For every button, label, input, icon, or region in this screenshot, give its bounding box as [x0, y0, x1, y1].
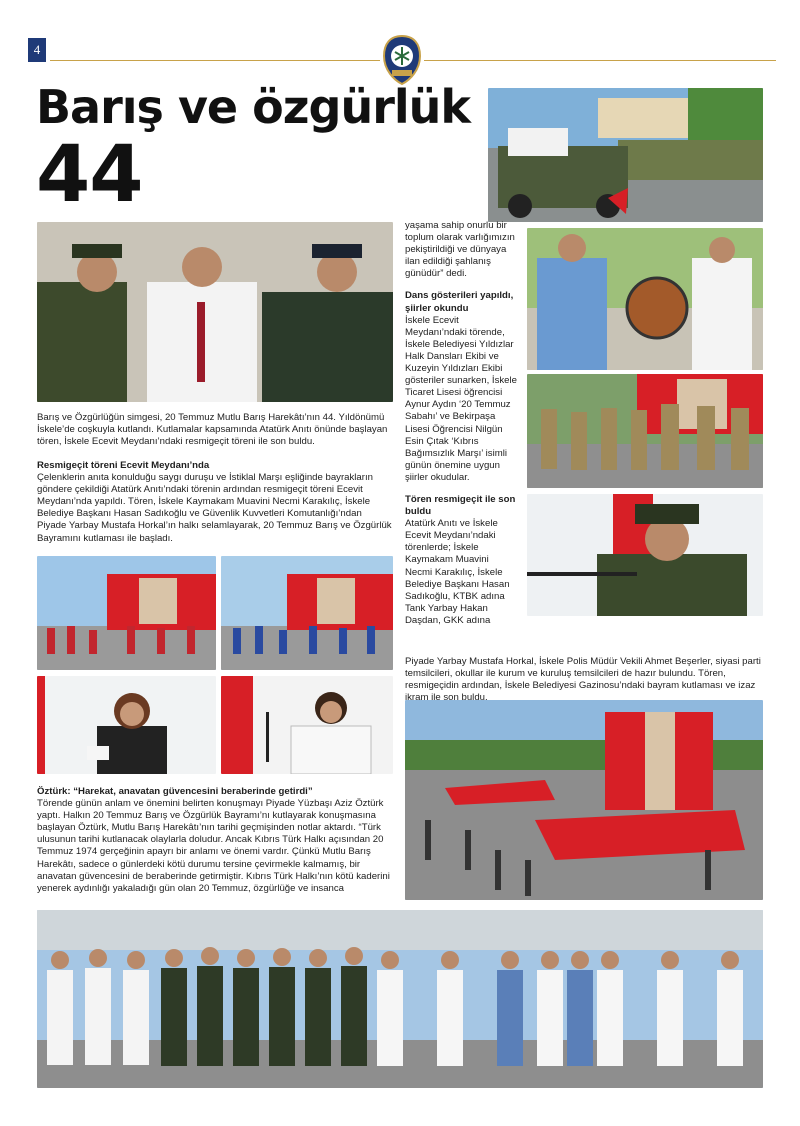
dance-heading: Dans gösterileri yapıldı, şiirler okundu — [405, 290, 514, 314]
photo-folk-dance-1 — [37, 556, 216, 670]
section-speech-text: Törende günün anlam ve önemini belirten konuşmayı Piyade Yüzbaşı Aziz Öztürk yaptı. Halkın 20 Temmuz Barış ve Özgürlük Bayramı’nı kutlayarak konuşmasına başlayan Öztürk, Mutlu Barış Harekâtı’nın tarihi geçmişinden notlar aktardı. “Türk ulusunun tarihi kutlanacak olaylarla doludur. Ancak Kıbrıs Türk Halkı açısından 20 Temmuz 1974 gerçeğinin apayrı bir anlamı ve önemi vardır. Çünkü Mutlu Barış Harekâtı, sadece o günlerdeki kötü durumu tersine çevirmekle kalmamış, bir anavatan güvencesini de beraberinde getirmiştir. Kıbrıs Türk Halkı’nın kötü kaderini yenerek aydınlığı yakaladığı gün olan 20 Temmuz, özgürlüğe ve insanca — [37, 798, 390, 894]
speech-continuation: yaşama sahip onurlu bir toplum olarak varlığımızın pekiştirildiği ve dünyaya ilan edildiği şahlanış günüdür” dedi. — [405, 220, 515, 280]
dance-text: İskele Ecevit Meydanı’ndaki törende, İskele Belediyesi Yıldızlar Halk Dansları Ekibi ve Kuzeyin Yıldızları Ekibi gösteriler sunarken, İskele Ticaret Lisesi öğrencisi Aynur Aydın ‘20 Temmuz Sabahı’ ve Bekirpaşa Lisesi Öğrencisi Nilgün Esin Çıtak ‘Kıbrıs Bağımsızlık Marşı’ isimli günün önemine uygun şiirler okudular. — [405, 314, 517, 483]
photo-poetry-reader-2 — [221, 676, 393, 774]
header-rule-left — [50, 60, 380, 61]
section-speech-heading: Öztürk: “Harekat, anavatan güvencesini beraberinde getirdi” — [37, 786, 313, 797]
photo-jeep-review — [488, 88, 763, 222]
photo-folk-dance-2 — [221, 556, 393, 670]
headline-line2: 44 — [36, 130, 143, 220]
section-speech — [37, 786, 397, 895]
photo-officials-salute — [37, 222, 393, 402]
section-ceremony — [37, 460, 393, 545]
section-ceremony-text: Çelenklerin anıta konulduğu saygı duruşu ve İstiklal Marşı eşliğinde bayrakların göndere çekildiği Atatürk Anıtı’ndaki törenin ardından resmigeçit töreni Ecevit Meydanı’nda yapıldı. Tören, İskele Kaymakam Muavini Necmi Karakılıç, İskele Belediye Başkanı Hasan Sadıkoğlu ve Güvenlik Kuvvetleri Komutanlığı’ndan Piyade Yarbay Mustafa Horkal’ın halkı selamlayarak, 20 Temmuz Barış ve Özgürlük Bayramını kutlaması ile başladı. — [37, 472, 392, 544]
municipality-logo — [382, 34, 422, 86]
page-number: 4 — [28, 38, 46, 62]
photo-group-officials — [37, 910, 763, 1088]
closing-heading: Tören resmigeçit ile son buldu — [405, 493, 516, 518]
photo-poetry-reader-1 — [37, 676, 216, 774]
intro-text: Barış ve Özgürlüğün simgesi, 20 Temmuz Mutlu Barış Harekâtı’nın 44. Yıldönümü İskele’de coşkuyla kutlandı. Kutlamalar kapsamında Atatürk Anıtı önünde başlayan tören, İskele Ecevit Meydanı’ndaki resmigeçit töreni ile son buldu. — [37, 412, 388, 448]
intro-paragraph — [37, 412, 393, 448]
photo-soldiers-march — [527, 374, 763, 488]
closing-paragraph — [405, 656, 763, 704]
headline-line1: Barış ve özgürlük — [36, 80, 470, 134]
closing-text: Piyade Yarbay Mustafa Horkal, İskele Polis Müdür Vekili Ahmet Beşerler, siyasi parti temsilcileri, okullar ile kurum ve kuruluş temsilcileri de hazır bulundu. Tören, resmigeçidin ardından, İskele Belediyesi Gazinosu’ndaki bayram kutlaması ve izaz ikram ile son buldu. — [405, 656, 761, 704]
middle-column — [405, 220, 517, 627]
photo-flag-parade — [405, 700, 763, 900]
header-rule-right — [424, 60, 776, 61]
photo-officer-speech — [527, 494, 763, 616]
photo-plaque-handover — [527, 228, 763, 370]
closing-column-text: Atatürk Anıtı ve İskele Ecevit Meydanı’ndaki törenlerde; İskele Kaymakam Muavini Necmi Karakılıç, İskele Belediye Başkanı Hasan Sadıkoğlu, KTBK adına Tank Yarbay Hakan Daşdan, GKK adına — [405, 518, 510, 626]
section-ceremony-heading: Resmigeçit töreni Ecevit Meydanı’nda — [37, 460, 210, 471]
